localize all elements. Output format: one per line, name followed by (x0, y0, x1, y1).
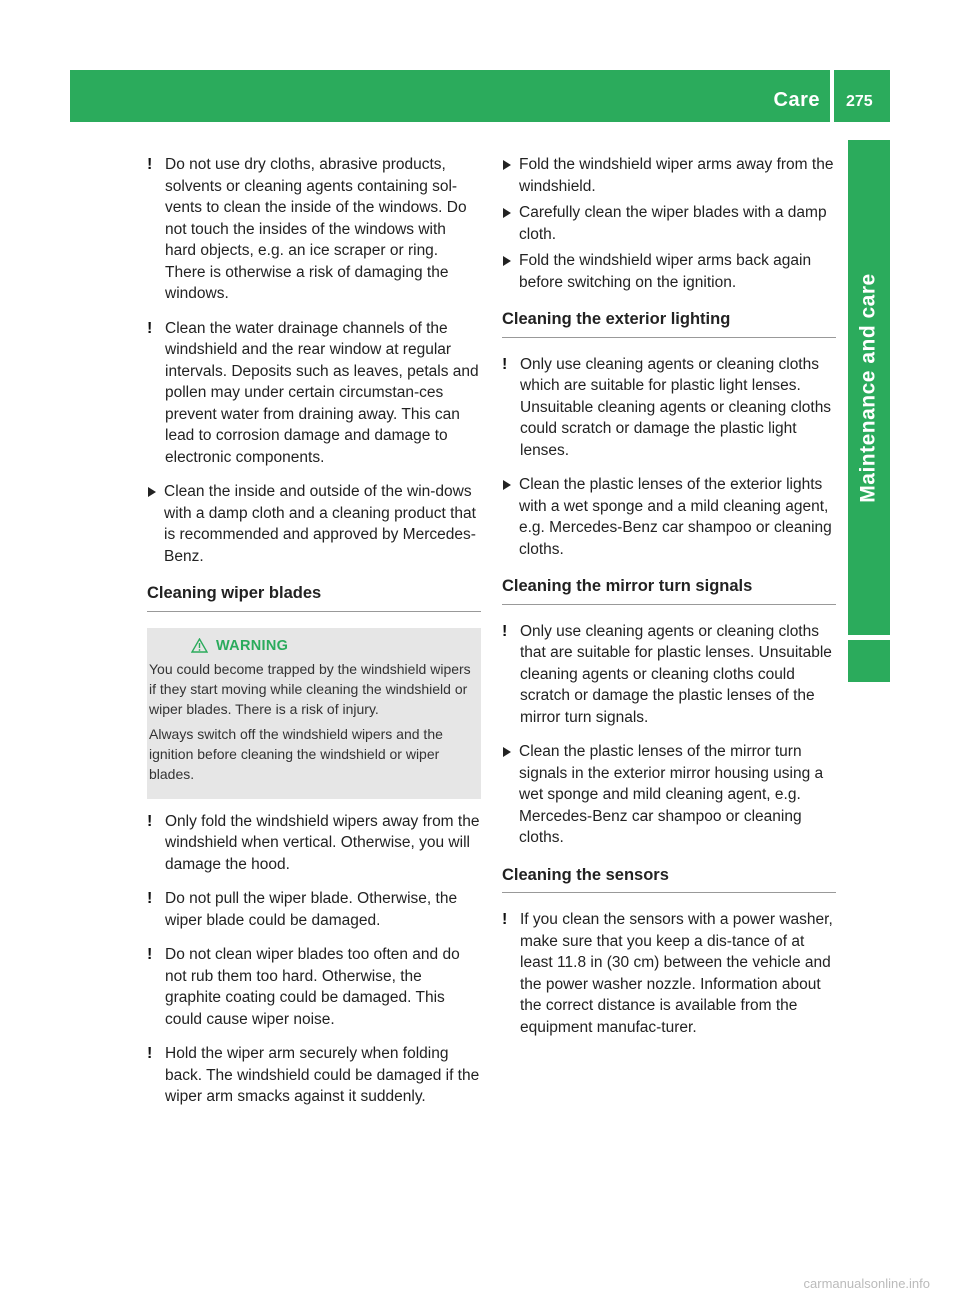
note-fold-wipers (147, 811, 481, 876)
step-clean-windows (147, 481, 481, 567)
caution-icon: ! (147, 812, 153, 830)
note-text: Only fold the windshield wipers away from the windshield when vertical. Otherwise, you will damage the hood. (165, 812, 480, 873)
note-drainage (147, 318, 481, 469)
warning-title: WARNING (216, 637, 289, 654)
step-clean-mirror-lenses (502, 741, 836, 849)
step-arrow-icon (503, 256, 511, 266)
warning-box (147, 628, 481, 799)
step-text: Clean the plastic lenses of the mirror turn signals in the exterior mirror housing using a wet sponge and mild cleaning agent, e.g. Mercedes-Benz car shampoo or cleaning cloths. (519, 743, 824, 846)
left-column (147, 154, 481, 1121)
heading-mirror-turn-signals: Cleaning the mirror turn signals (502, 576, 836, 605)
warning-header (191, 636, 473, 656)
note-hold-arm (147, 1043, 481, 1108)
step-clean-lenses (502, 474, 836, 560)
step-clean-blades (502, 202, 836, 245)
caution-icon: ! (147, 1045, 153, 1062)
side-tab-marker (848, 640, 890, 682)
note-dry-cloths (147, 154, 481, 305)
step-fold-away (502, 154, 836, 197)
header-bar (70, 70, 830, 122)
note-text: Only use cleaning agents or cleaning cloths which are suitable for plastic light lenses. Unsuitable cleaning agents or cleaning cloths could scratch or damage the plastic light lenses. (520, 355, 832, 459)
warning-triangle-icon (191, 638, 208, 653)
caution-icon: ! (147, 156, 153, 173)
caution-icon: ! (502, 911, 508, 928)
step-text: Carefully clean the wiper blades with a damp cloth. (519, 204, 827, 243)
footer-watermark: carmanualsonline.info (803, 1276, 930, 1291)
note-text: Clean the water drainage channels of the windshield and the rear window at regular intervals. Deposits such as leaves, petals and pollen may under certain circumstan-ces prevent water from draining away. This can lead to corrosion damage and damage to electronic components. (165, 319, 479, 466)
side-tab-label-wrap (848, 140, 890, 635)
note-mirror (502, 621, 836, 729)
note-text: If you clean the sensors with a power washer, make sure that you keep a dis-tance of at least 11.8 in (30 cm) between the vehicle and the power washer nozzle. Information about the correct distance is available from the equipment manufac-turer. (520, 911, 833, 1036)
caution-icon: ! (502, 355, 508, 373)
note-text: Do not use dry cloths, abrasive products, solvents or cleaning agents containing sol-vents to clean the inside of the windows. Do not touch the insides of the windows with hard objects, e.g. an ice scraper or ring. There is otherwise a risk of damaging the windows. (165, 156, 467, 302)
warning-text: You could become trapped by the windshield wipers if they start moving while cleaning the windshield or wiper blades. There is a risk of injury. (149, 660, 471, 717)
caution-icon: ! (502, 622, 508, 640)
note-lighting (502, 354, 836, 462)
note-pull-blade (147, 888, 481, 931)
side-tab-label: Maintenance and care (857, 272, 881, 503)
page-number: 275 (846, 93, 873, 110)
note-text: Do not pull the wiper blade. Otherwise, the wiper blade could be damaged. (165, 890, 458, 929)
note-sensors (502, 909, 836, 1038)
note-clean-too-often (147, 944, 481, 1030)
step-arrow-icon (503, 160, 511, 170)
note-text: Do not clean wiper blades too often and do not rub them too hard. Otherwise, the graphite coating could be damaged. This could cause wiper noise. (165, 946, 460, 1028)
caution-icon: ! (147, 319, 153, 337)
caution-icon: ! (147, 946, 153, 963)
step-arrow-icon (503, 208, 511, 218)
section-title: Care (773, 89, 820, 111)
step-text: Fold the windshield wiper arms back again before switching on the ignition. (519, 252, 812, 291)
caution-icon: ! (147, 890, 153, 907)
step-arrow-icon (148, 487, 156, 497)
step-arrow-icon (503, 480, 511, 490)
step-fold-back (502, 250, 836, 293)
right-column (502, 154, 836, 1051)
step-text: Clean the inside and outside of the win-dows with a damp cloth and a cleaning product that is recommended and approved by Mercedes-Benz. (164, 483, 476, 565)
step-arrow-icon (503, 747, 511, 757)
heading-wiper-blades: Cleaning wiper blades (147, 583, 481, 612)
note-text: Only use cleaning agents or cleaning cloths that are suitable for plastic lenses. Unsuitable cleaning agents or cleaning cloths could scratch or damage the plastic lenses of the mirror turn signals. (520, 622, 832, 726)
heading-sensors: Cleaning the sensors (502, 865, 836, 894)
warning-text: Always switch off the windshield wipers and the ignition before cleaning the windshield or wiper blades. (149, 725, 443, 782)
step-text: Clean the plastic lenses of the exterior lights with a wet sponge and a mild cleaning agent, e.g. Mercedes-Benz car shampoo or cleaning cloths. (519, 476, 832, 558)
heading-exterior-lighting: Cleaning the exterior lighting (502, 309, 836, 338)
step-text: Fold the windshield wiper arms away from the windshield. (519, 156, 834, 195)
note-text: Hold the wiper arm securely when folding back. The windshield could be damaged if the wiper arm smacks against it suddenly. (165, 1045, 480, 1105)
